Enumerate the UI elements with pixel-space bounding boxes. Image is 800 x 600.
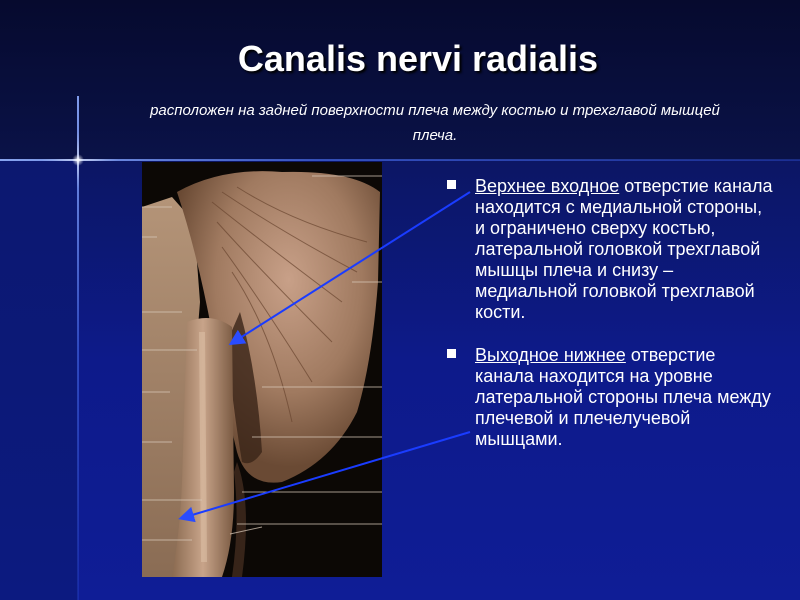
- bullet-marker-icon: [447, 349, 456, 358]
- bullet-upper-opening: [444, 176, 774, 323]
- bullet-text: отверстие канала находится с медиальной стороны, и ограничено сверху костью, латеральной головкой трехглавой мышцы плеча и снизу – медиальной головкой трехглавой кости.: [475, 176, 773, 322]
- bullet-lead: Выходное нижнее: [475, 345, 626, 365]
- bullet-list: [444, 176, 774, 472]
- bullet-marker-icon: [447, 180, 456, 189]
- bullet-text: отверстие канала находится на уровне латеральной стороны плеча между плечевой и плечелучевой мышцами.: [475, 345, 771, 449]
- bullet-lower-opening: [444, 345, 774, 450]
- anatomy-photo: [142, 162, 382, 577]
- decorative-horizontal-line: [0, 159, 800, 161]
- left-band: [0, 160, 78, 600]
- bullet-lead: Верхнее входное: [475, 176, 620, 196]
- sparkle-icon: [72, 154, 84, 166]
- slide-subtitle: расположен на задней поверхности плеча между костью и трехглавой мышцей плеча.: [150, 102, 720, 144]
- slide-title: Canalis nervi radialis: [237, 38, 599, 79]
- anatomy-illustration: [142, 162, 382, 577]
